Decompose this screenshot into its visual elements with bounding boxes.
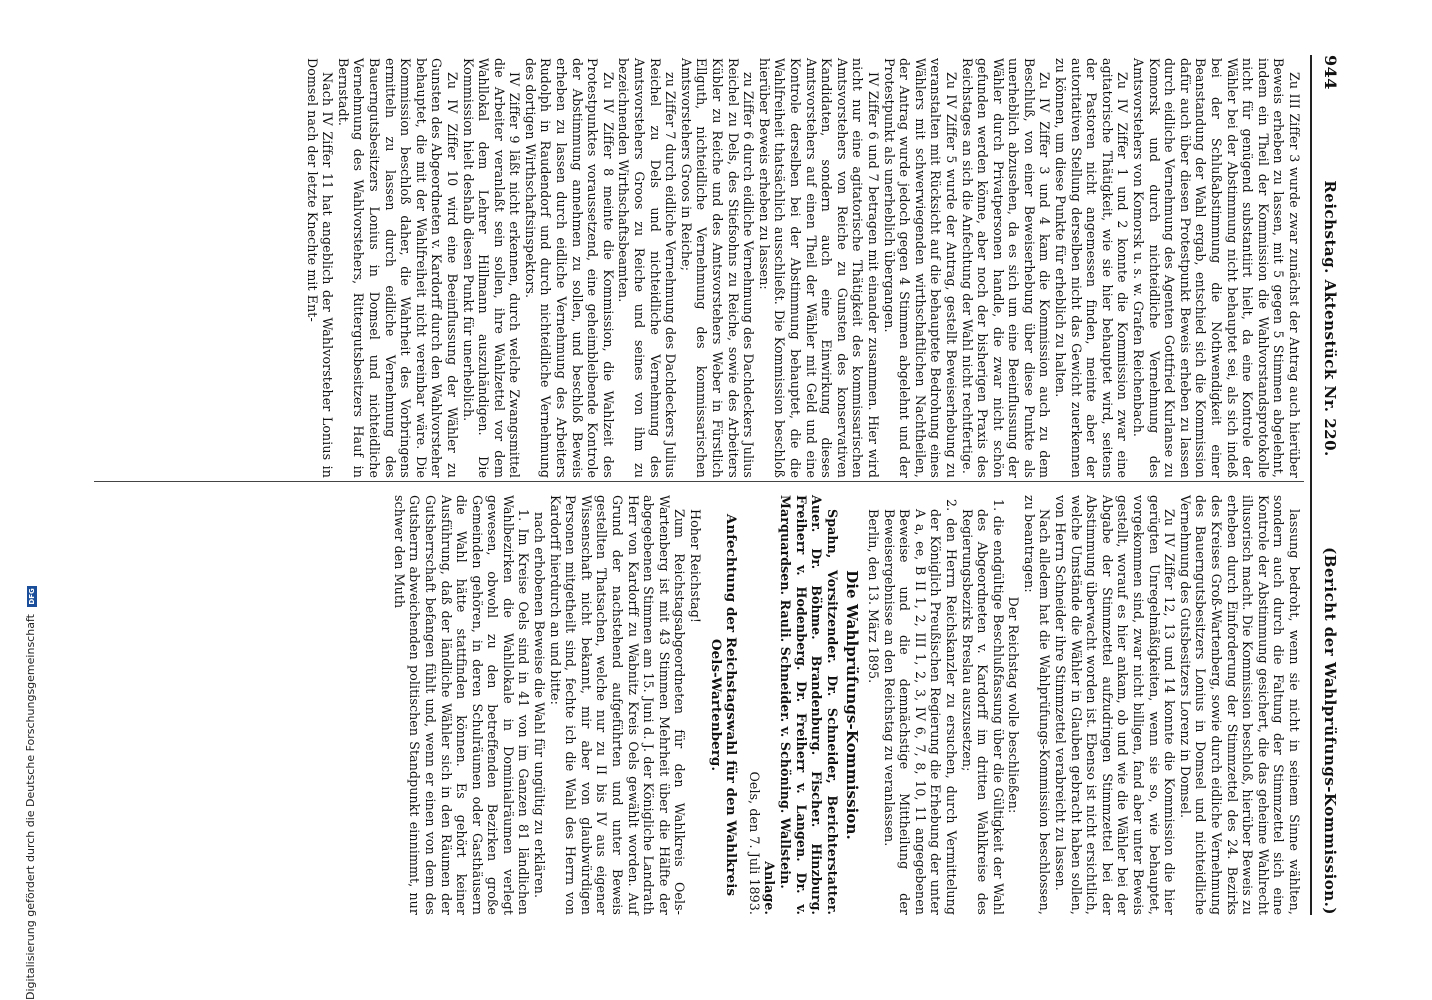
paragraph: IV Ziffer 9 läßt nicht erkennen, durch welche Zwangsmittel die Arbeiter veranlaßt sein sollen, ihre Wahlzettel vor dem Wahllokal dem Lehrer Hillmann auszuhändigen. Die Kommission hielt deshalb diesen Punkt für unerheblich.	[460, 58, 523, 478]
paragraph: Der Reichstag wolle beschließen:	[1006, 596, 1022, 814]
commission-members: Spahn, Vorsitzender. Dr. Schneider, Berichterstatter. Auer. Dr. Böhme. Brandenburg. Fischer. Hinzburg. Freiherr v. Hodenberg. Dr. Freiherr v. Langen. Dr. v. Marquardsen. Rauli. Schneider. v. Schöning. Wallstein.	[778, 495, 840, 915]
paragraph: Zu IV Ziffer 3 und 4 kam die Kommission auch zu dem Beschluß, von einer Beweiserhebung über diese Punkte als unerheblich abzusehen, da es sich um eine Beeinflussung der Wähler durch Privatpersonen handle, die zwar nicht schön gefunden werden könne, aber noch der bisherigen Praxis des Reichstages an sich die Anfechtung der Wahl nicht rechtfertige.	[959, 58, 1053, 478]
paragraph: 1. Im Kreise Oels sind in 41 von im Ganzen 81 ländlichen Wahlbezirken die Wahllokale in Dominialräumen verlegt gewesen, obwohl zu den betreffenden Bezirken große Gemeinden gehören, in deren Schulräumen oder Gasthäusern die Wahl hätte stattfinden können. Es gehört keiner Ausführung, daß der ländliche Wähler sich in den Räumen der Gutsherrschaft befangen fühlt und, wenn er einen von dem des Gutsherrn abweichenden politischen Standpunkt einnimmt, nur schwer den Muth	[391, 495, 532, 915]
column-divider	[94, 481, 1304, 482]
dfg-logo: DFG	[28, 588, 36, 605]
page-header	[1314, 55, 1340, 915]
paragraph: Nach alledem hat die Wahlprüfungs-Kommission beschlossen, zu beantragen:	[1021, 495, 1053, 915]
salutation: Hoher Reichstag!	[688, 509, 704, 624]
paragraph: nach erhobenen Beweise die Wahl für ungültig zu erklären.	[532, 511, 548, 899]
place-date: Oels, den 7. Juli 1893.	[746, 771, 762, 915]
page-number: 944	[1321, 55, 1340, 90]
right-column	[391, 495, 1302, 915]
list-item: 1. die endgültige Beschlußfassung über die Gültigkeit der Wahl des Abgeordneten v. Kardorff im dritten Wahlkreise des Regierungsbezirks Breslau auszusetzen;	[959, 499, 1006, 915]
paragraph: Zu IV Ziffer 12, 13 und 14 konnte die Kommission die hier gerügten Unregelmäßigkeiten, wenn sie so, wie behauptet, vorgekommen sind, zwar nicht billigen, fand aber unter Beweis gestellt, worauf es hier ankam, ob und wie die Wähler bei der Abgabe der Stimmzettel aufzudringen Stimmzettel bei der Abstimmung überwacht worden ist. Ebenso ist nicht ersichtlich, welche Umstände die Wähler in Glauben gebracht haben sollen, von Herrn Schneider ihre Stimmzettel verabreicht zu lassen.	[1053, 495, 1178, 915]
paragraph: lassung bedroht, wenn sie nicht in seinem Sinne wählten, sondern auch durch die Faltung der Stimmzettel sich eine Kontrole der Abstimmung gesichert, die das geheime Wahlrecht illusorisch macht. Die Kommission beschloß, hierüber Beweis zu erheben durch Einforderung der Stimmzettel des 24. Bezirks des Kreises Groß-Wartenberg, sowie durch eidliche Vernehmung des Bauerngutsbesitzers Lonius in Domsel und nichteidliche Vernehmung des Gutsbesitzers Lorenz in Domsel.	[1177, 495, 1302, 915]
funding-text: Digitalisierung gefördert durch die Deutsche Forschungsgemeinschaft	[24, 614, 37, 1000]
commission-title: Die Wahlprüfungs-Kommission.	[843, 570, 862, 840]
paragraph: Zu III Ziffer 3 wurde zwar zunächst der Antrag auch hierüber Beweis erheben zu lassen, mit 5 gegen 5 Stimmen abgelehnt, indem ein Theil der Kommission die Wahlvorstandsprotokolle nicht für genügend substantiirt hielt, da eine Kontrole der Wähler bei der Abstimmung nicht behauptet sei, als sich indeß bei der Schlußabstimmung die Nothwendigkeit einer Beanstandung der Wahl ergab, entschied sich die Kommission dafür auch über diesen Protestpunkt Beweis erheben zu lassen durch eidliche Vernehmung des Agenten Gottfried Kurlanse zu Komorsk und durch nichteidliche Vernehmung des Amtsvorstehers von Komorsk u. s. w. Grafen Reichenbach.	[1131, 58, 1302, 478]
paragraph: IV Ziffer 6 und 7 betragen mit einander zusammen. Hier wird nicht nur eine agitatorische Thätigkeit des kommissarischen Amtsvorstehers von Reiche zu Gunsten des konservativen Kandidaten, sondern auch eine Einwirkung dieses Amtsvorstehers auf einen Theil der Wähler mit Geld und eine Kontrole derselben bei der Abstimmung behauptet, die die Wahlfreiheit thatsächlich ausschließt. Die Kommission beschloß hierüber Beweis erheben zu lassen:	[756, 58, 881, 478]
funding-note	[24, 586, 37, 1000]
header-rule	[1310, 55, 1312, 915]
paragraph: Zu IV Ziffer 5 wurde der Antrag, gestellt Beweiserhebung zu veranstalten mit Rücksicht auf die behauptete Bedrohung eines Wählers mit schwerwiegenden wirthschaftlichen Nachtheilen, der Antrag wurde jedoch gegen 4 Stimmen abgelehnt und der Protestpunkt als unerheblich übergangen.	[881, 58, 959, 478]
paragraph: Zu IV Ziffer 8 meinte die Kommission, die Wahlzeit des Protestpunktes voraussetzend, eine geheimbleibende Kontrole der Abstimmung annehmen zu sollen, und beschloß Beweis erheben zu lassen durch eidliche Vernehmung des Arbeiters Rudolph in Raudendorf und durch nichteidliche Vernehmung des dortigen Wirthschaftsinspektors.	[522, 58, 616, 478]
paragraph: Zu IV Ziffer 1 und 2 konnte die Kommission zwar eine agitatorische Thätigkeit, wie sie hier behauptet wird, seitens der Pastoren nicht angemessen finden, meinte aber der autoritativen Stellung derselben nicht das Gewicht zuerkennen zu können, um diese Punkte für erheblich zu halten.	[1053, 58, 1131, 478]
date-line: Berlin, den 13. März 1895.	[865, 509, 881, 684]
header-title: Reichstag. Aktenstück Nr. 220.	[1321, 180, 1339, 457]
annex-title: Anlage.	[762, 861, 778, 915]
paragraph: Zu IV Ziffer 10 wird eine Beeinflussung der Wähler zu Gunsten des Abgeordneten v. Kardorff durch den Wahlvorsteher behauptet, die mit der Wahlfreiheit nicht vereinbar wäre. Die Kommission beschloß daher, die Wahrheit des Vorbringens ermitteln zu lassen durch eidliche Vernehmung des Bauerngutsbesitzers Lonius in Domsel und nichteidliche Vernehmung des Wahlvorstehers, Rittergutsbesitzers Hauf in Bernstadt.	[335, 58, 460, 478]
paragraph: zu Ziffer 6 durch eidliche Vernehmung des Dachdeckers Julius Reichel zu Dels, des Stiefsohns zu Reiche, sowie des Arbeiters Kübler zu Reiche und des Amtsvorstehers Weber in Fürstlich Ellguth, nichteidliche Vernehmung des kommissarischen Amtsvorstehers Groos in Reiche;	[678, 58, 757, 478]
paragraph: Zum Reichstagsabgeordneten für den Wahlkreis Oels-Wartenberg ist mit 43 Stimmen Mehrheit über die Hälfte der abgegebenen Stimmen am 15. Juni d. J. der Königliche Landrath Herr von Kardorff zu Wabnitz Kreis Oels gewählt worden. Auf Grund der nachstehend aufgeführten und unter Beweis gestellten Thatsachen, welche nur zu II bis IV aus eigener Wissenschaft nicht bekannt, mir aber von glaubwürdigen Personen mitgetheilt sind, fechte ich die Wahl des Herrn von Kardorff hierdurch an und bitte:	[547, 495, 688, 915]
header-subtitle: (Bericht der Wahlprüfungs-Kommission.)	[1321, 547, 1339, 915]
annex-subtitle: Anfechtung der Reichstagswahl für den Wahlkreis Oels-Wartenberg.	[707, 513, 740, 897]
paragraph: zu Ziffer 7 durch eidliche Vernehmung des Dachdeckers Julius Reichel zu Dels und nichteidliche Vernehmung des Amtsvorstehers Groos zu Reiche und seines von ihm zu bezeichnenden Wirthschaftsbeamten.	[616, 58, 679, 478]
paragraph: Nach IV Ziffer 11 hat angeblich der Wahlvorsteher Lonius in Domsel nach der letzte Knechte mit Ent-	[304, 58, 336, 478]
list-item: 2. den Herrn Reichskanzler zu ersuchen, durch Vermittelung der Königlich Preußischen Regierung die Erhebung der unter A a, ee, B II 1, 2, III 1, 2, 3, IV 6, 7, 8, 10, 11 angegebenen Beweise und die demnächstige Mittheilung der Beweisergebnisse an den Reichstag zu veranlassen.	[881, 499, 959, 915]
left-column	[304, 58, 1302, 478]
